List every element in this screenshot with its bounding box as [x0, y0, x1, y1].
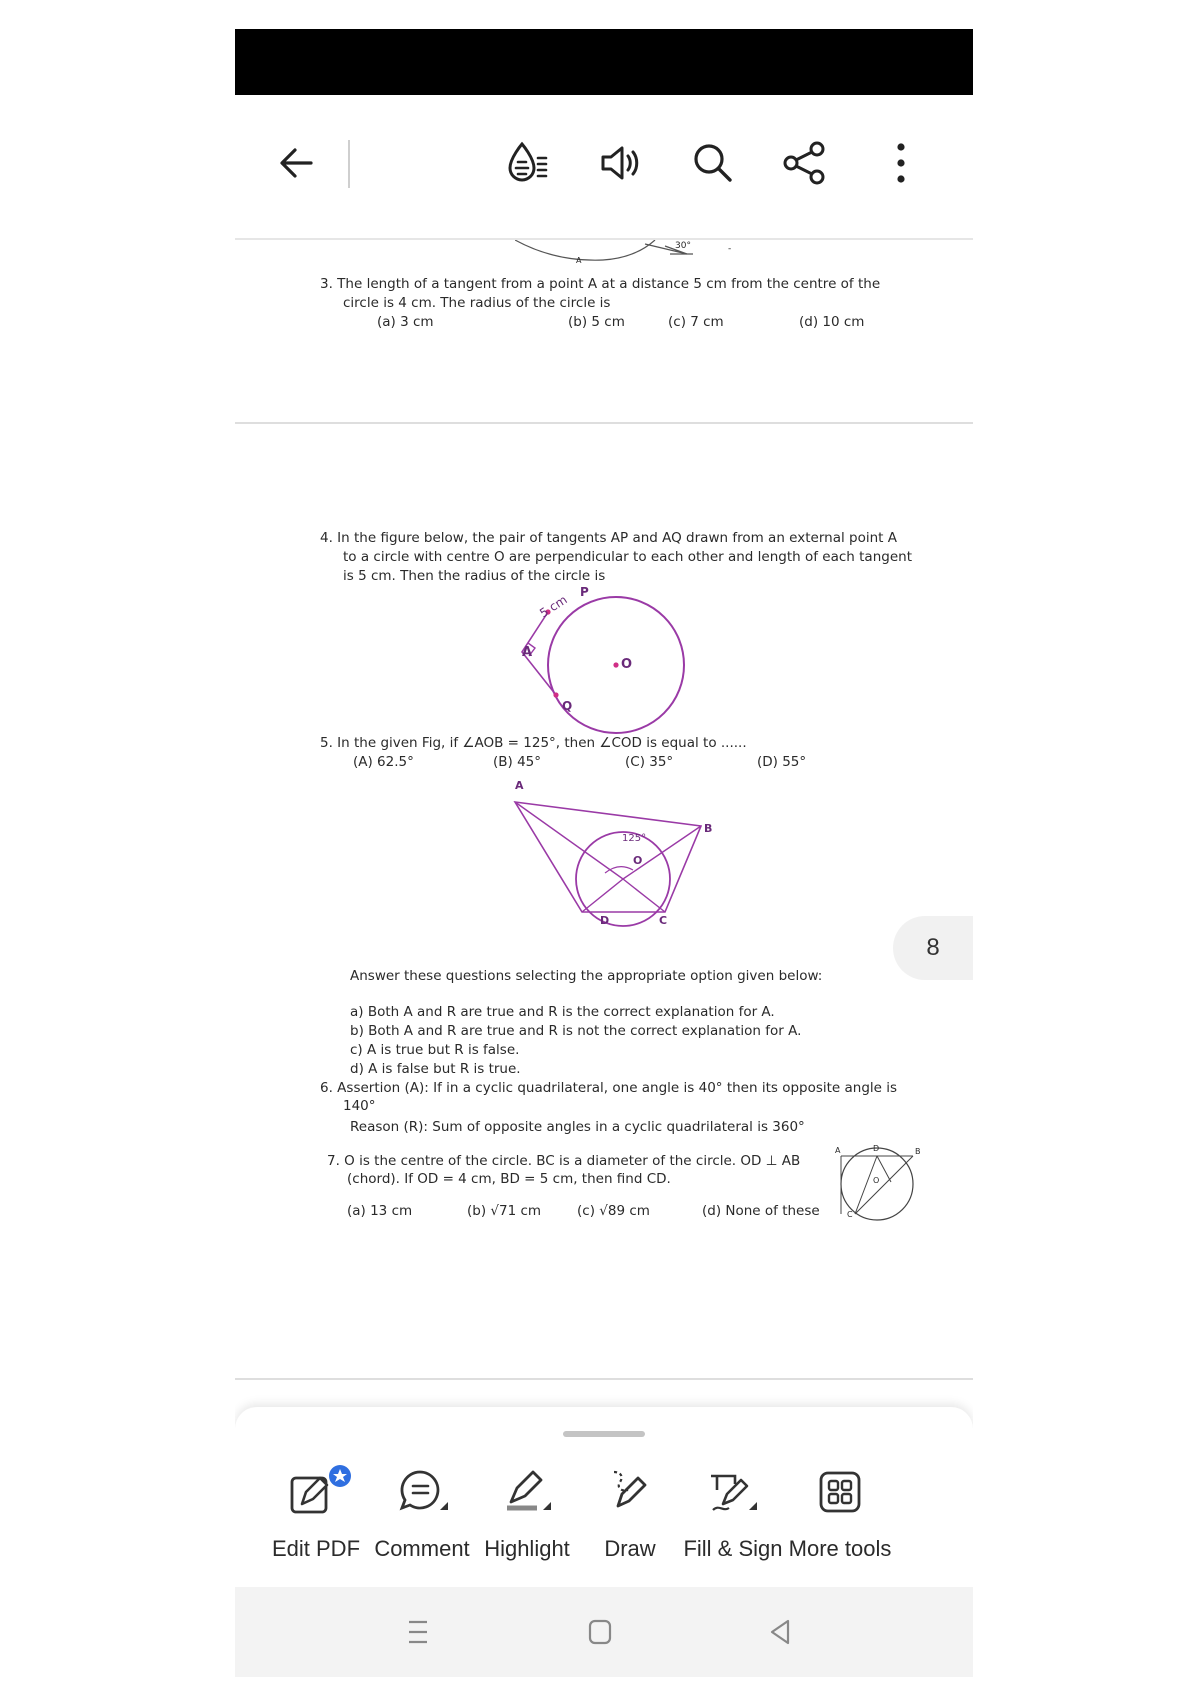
- q7-option-c: (c) √89 cm: [577, 1203, 650, 1219]
- q5-option-c: (C) 35°: [625, 754, 674, 770]
- more-tools-icon: [810, 1462, 870, 1522]
- q5-label-angle: 125°: [622, 833, 647, 844]
- q7-label-a: A: [835, 1146, 841, 1155]
- share-button[interactable]: [775, 133, 835, 193]
- q3-option-a: (a) 3 cm: [377, 314, 434, 330]
- fig-angle-label: 30°: [675, 241, 691, 251]
- q3-option-b: (b) 5 cm: [568, 314, 625, 330]
- q3-line2: circle is 4 cm. The radius of the circle is: [343, 295, 611, 311]
- fig-dash-label: -: [728, 244, 732, 254]
- q6-line3: Reason (R): Sum of opposite angles in a cyclic quadrilateral is 360°: [350, 1119, 805, 1135]
- q4-line2: to a circle with centre O are perpendicular to each other and length of each tangent: [343, 549, 912, 565]
- fig-point-label: A: [576, 256, 582, 265]
- more-options-button[interactable]: [871, 133, 931, 193]
- q4-label-o: O: [621, 657, 633, 672]
- q6-line1: 6. Assertion (A): If in a cyclic quadrilateral, one angle is 40° then its opposite angle is: [320, 1080, 898, 1096]
- back-button[interactable]: [267, 133, 327, 193]
- comment-icon: [392, 1462, 452, 1522]
- figure-q5-circle-quadrilateral: [505, 790, 715, 930]
- q5-line1: 5. In the given Fig, if ∠AOB = 125°, then ∠COD is equal to ......: [320, 735, 747, 751]
- nav-recent-apps[interactable]: [388, 1607, 448, 1657]
- q5-label-a: A: [515, 779, 524, 792]
- home-icon: [585, 1617, 615, 1647]
- top-toolbar: [235, 95, 973, 240]
- nav-home[interactable]: [570, 1607, 630, 1657]
- q4-label-p: P: [580, 585, 589, 599]
- instructions-c: c) A is true but R is false.: [350, 1042, 520, 1058]
- liquid-mode-button[interactable]: [497, 133, 557, 193]
- search-button[interactable]: [683, 133, 743, 193]
- phone-screen: [235, 29, 973, 1677]
- q7-label-b: B: [915, 1147, 921, 1156]
- q7-label-c: C: [847, 1210, 853, 1219]
- q5-label-d: D: [600, 914, 610, 927]
- q5-option-a: (A) 62.5°: [353, 754, 414, 770]
- toolbar-divider: [348, 140, 350, 188]
- tool-highlight[interactable]: [472, 1462, 582, 1562]
- instructions-d: d) A is false but R is true.: [350, 1061, 521, 1077]
- bottom-tools-sheet: [235, 1407, 973, 1587]
- q4-label-a: A: [522, 645, 533, 660]
- q4-line1: 4. In the figure below, the pair of tangents AP and AQ drawn from an external point A: [320, 530, 897, 546]
- q5-option-d: (D) 55°: [757, 754, 807, 770]
- instructions-intro: Answer these questions selecting the appropriate option given below:: [350, 968, 823, 984]
- q5-label-b: B: [704, 822, 713, 835]
- search-icon: [688, 138, 738, 188]
- q5-label-o: O: [633, 854, 643, 867]
- q5-option-b: (B) 45°: [493, 754, 542, 770]
- share-icon: [780, 138, 830, 188]
- nav-back[interactable]: [751, 1607, 811, 1657]
- tool-more-tools[interactable]: [785, 1462, 895, 1562]
- edit-pdf-icon: [276, 1462, 356, 1522]
- read-aloud-button[interactable]: [590, 133, 650, 193]
- q5-label-c: C: [659, 914, 668, 927]
- q4-label-q: Q: [562, 699, 573, 713]
- q3-line1: 3. The length of a tangent from a point A at a distance 5 cm from the centre of the: [320, 276, 881, 292]
- arrow-left-icon: [275, 141, 319, 185]
- instructions-b: b) Both A and R are true and R is not the correct explanation for A.: [350, 1023, 802, 1039]
- q3-option-d: (d) 10 cm: [799, 314, 865, 330]
- highlight-icon: [497, 1462, 557, 1522]
- q3-option-c: (c) 7 cm: [668, 314, 724, 330]
- tool-comment[interactable]: [367, 1462, 477, 1562]
- instructions-a: a) Both A and R are true and R is the correct explanation for A.: [350, 1004, 775, 1020]
- back-triangle-icon: [766, 1617, 796, 1647]
- tool-more-tools-label: More tools: [788, 1536, 892, 1561]
- page-number-badge[interactable]: 8: [893, 916, 973, 980]
- tool-comment-label: Comment: [374, 1536, 470, 1561]
- q7-option-a: (a) 13 cm: [347, 1203, 413, 1219]
- q6-line2: 140°: [343, 1098, 376, 1114]
- tool-edit-pdf-label: Edit PDF: [271, 1536, 361, 1561]
- tool-edit-pdf[interactable]: [261, 1462, 371, 1562]
- more-vertical-icon: [891, 138, 911, 188]
- tool-highlight-label: Highlight: [484, 1536, 570, 1561]
- q7-label-o: O: [873, 1176, 880, 1185]
- system-nav-bar: [235, 1587, 973, 1677]
- figure-q4-tangents: [500, 585, 700, 740]
- tool-draw-label: Draw: [604, 1536, 656, 1561]
- tool-fill-sign[interactable]: [678, 1462, 788, 1562]
- q7-line2: (chord). If OD = 4 cm, BD = 5 cm, then find CD.: [347, 1171, 671, 1187]
- fill-sign-icon: [703, 1462, 763, 1522]
- read-aloud-icon: [595, 138, 645, 188]
- tool-fill-sign-label: Fill & Sign: [683, 1536, 783, 1561]
- page-separator: [235, 422, 973, 424]
- q7-label-d: D: [873, 1144, 880, 1153]
- q7-option-b: (b) √71 cm: [467, 1203, 542, 1219]
- recent-apps-icon: [403, 1617, 433, 1647]
- q7-option-d: (d) None of these: [702, 1203, 820, 1219]
- liquid-mode-icon: [502, 138, 552, 188]
- q7-line1: 7. O is the centre of the circle. BC is a diameter of the circle. OD ⊥ AB: [327, 1153, 801, 1169]
- status-bar: [235, 29, 973, 95]
- sheet-drag-handle[interactable]: [563, 1431, 645, 1437]
- page-separator-2: [235, 1378, 973, 1380]
- figure-q2-fragment: [515, 240, 745, 270]
- pdf-document[interactable]: [235, 240, 973, 1440]
- tool-draw[interactable]: [575, 1462, 685, 1562]
- q4-label-length: 5 cm: [537, 592, 570, 621]
- draw-icon: [600, 1462, 660, 1522]
- q4-line3: is 5 cm. Then the radius of the circle is: [343, 568, 606, 584]
